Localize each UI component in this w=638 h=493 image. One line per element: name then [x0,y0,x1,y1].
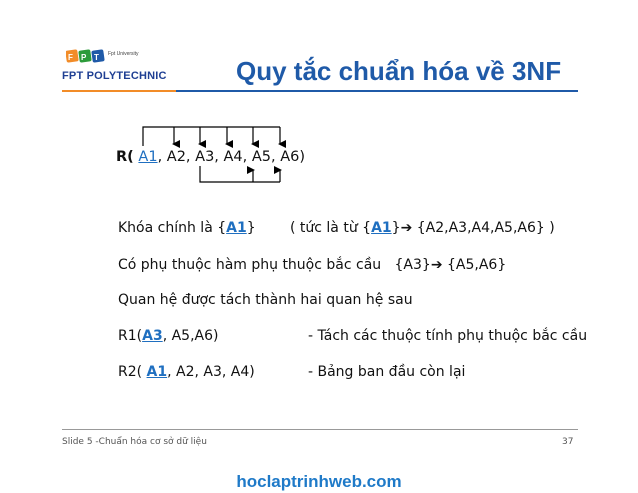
primary-key-prefix: Khóa chính là { [118,220,227,236]
explanation-rest: {A2,A3,A4,A5,A6} ) [412,220,555,236]
relation-r [116,149,305,165]
logo-subtitle: Fpt University [108,51,139,57]
svg-text:T: T [94,53,99,62]
footer-slide-label: Slide 5 -Chuẩn hóa cơ sở dữ liệu [62,437,207,447]
bottom-bracket-line [200,166,280,182]
transitive-text: Có phụ thuộc hàm phụ thuộc bắc cầu [118,257,382,273]
slide-title: Quy tắc chuẩn hóa về 3NF [236,56,562,86]
r1-rest: , A5,A6) [162,328,219,344]
r1-key: A3 [142,328,163,344]
site-watermark: hoclaptrinhweb.com [236,472,402,491]
r2-rest: , A2, A3, A4) [167,364,255,380]
r2-key: A1 [146,364,168,380]
transitive-lhs: {A3} [394,257,431,273]
fpt-logo [62,46,176,88]
r2-note: - Bảng ban đầu còn lại [308,364,466,380]
transitive-arrow: ➔ [430,257,443,273]
svg-text:P: P [81,53,87,62]
relation-key: A1 [138,149,158,165]
logo-name: FPT POLYTECHNIC [62,70,167,82]
svg-text:F: F [68,53,73,62]
primary-key-line [118,220,256,236]
transitive-rhs: {A5,A6} [442,257,507,273]
title-accent-rule [62,90,176,92]
explanation-arrow: ➔ [400,220,413,236]
footer-rule [62,429,578,430]
transitive-line [118,257,506,273]
footer-page-number: 37 [562,437,574,447]
r2-prefix: R2( [118,364,147,380]
r2-relation [118,364,255,380]
r1-note: - Tách các thuộc tính phụ thuộc bắc cầu [308,328,588,344]
explanation-key: A1 [371,220,392,236]
r1-relation [118,328,218,344]
split-line: Quan hệ được tách thành hai quan hệ sau [118,292,413,308]
primary-key-value: A1 [226,220,247,236]
primary-key-suffix: } [246,220,256,236]
explanation-prefix: ( tức là từ { [290,220,372,236]
relation-name: R( [116,149,134,165]
r1-prefix: R1( [118,328,143,344]
title-rule [176,90,578,92]
top-bracket-line [143,127,280,146]
explanation-mid: } [391,220,401,236]
fpt-logo-mark [66,48,106,68]
primary-key-explanation [290,220,555,236]
relation-rest: , A2, A3, A4, A5, A6) [157,149,306,165]
